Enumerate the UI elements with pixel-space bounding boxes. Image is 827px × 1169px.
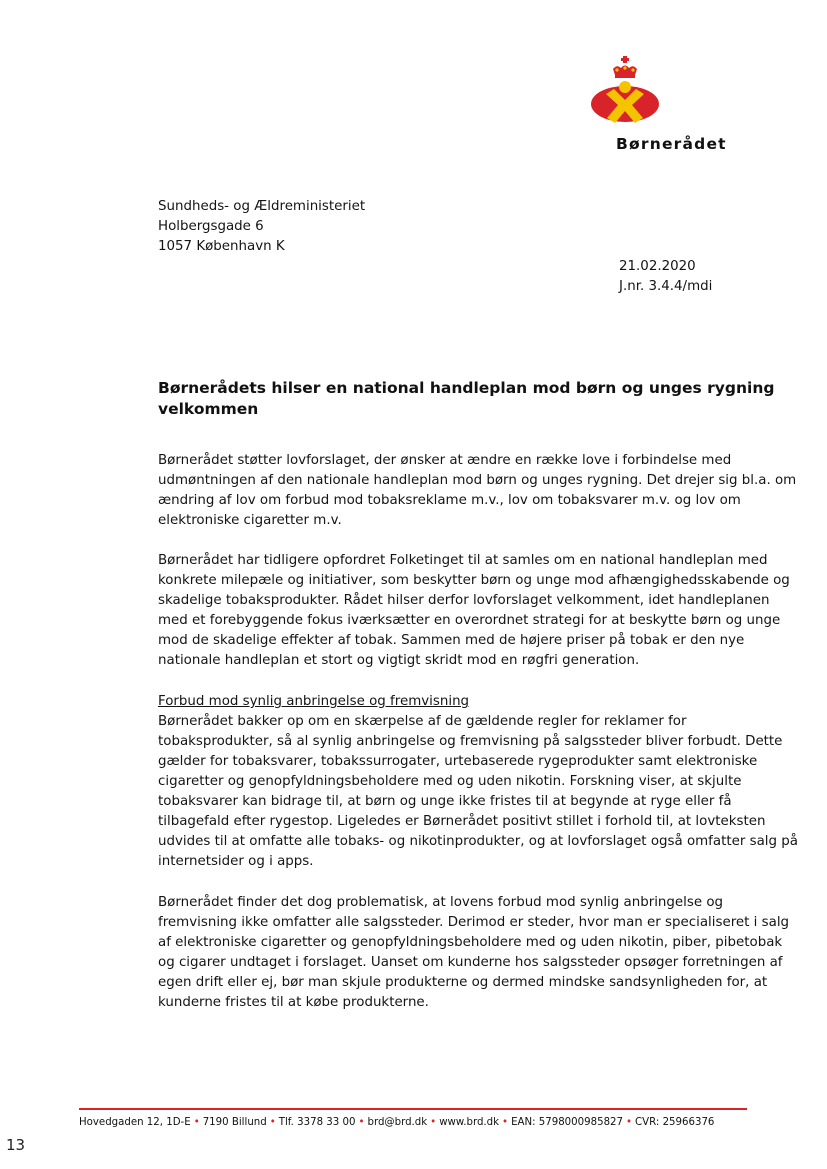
footer-cvr: CVR: 25966376 [635,1117,715,1128]
letter-title [158,378,774,420]
text-line: tilbagefald efter rygestop. Ligeledes er Børnerådet positivt stillet i forhold til, at lovteksten [158,814,766,829]
text-line: konkrete milepæle og initiativer, som beskytter børn og unge mod afhængighedsskabende og [158,573,790,588]
text-line: skadelige tobaksprodukter. Rådet hilser derfor lovforslaget velkomment, idet handleplanen [158,593,770,608]
text-line: nationale handleplan et stort og vigtigt skridt mod en røgfri generation. [158,653,640,668]
footer-separator: • [502,1117,509,1128]
text-line: med et forebyggende fokus iværksætter en overordnet strategi for at beskytte børn og unge [158,613,781,628]
text-line: gælder for tobaksvarer, tobakssurrogater, urtebaserede rygeprodukter samt elektroniske [158,754,758,769]
text-line: egen drift eller ej, bør man skjule produkterne og dermed mindske sandsynligheden for, at [158,975,768,990]
text-line: fremvisning ikke omfatter alle salgssteder. Derimod er steder, hvor man er specialiseret i salg [158,915,790,930]
text-line: ændring af lov om forbud mod tobaksreklame m.v., lov om tobaksvarer m.v. og lov om [158,493,741,508]
footer-contact [79,1116,714,1130]
page-number: 13 [6,1136,26,1154]
text-line: tobaksprodukter, så al synlig anbringelse og fremvisning på salgssteder bliver forbudt. Dette [158,734,783,749]
footer-separator: • [269,1117,276,1128]
paragraph-3 [158,692,798,872]
footer-separator: • [193,1117,200,1128]
text-line: internetsider og i apps. [158,854,314,869]
text-line: cigaretter og genopfyldningsbeholdere med og uden nikotin. Forskning viser, at skjulte [158,774,742,789]
title-line: Børnerådets hilser en national handleplan mod børn og unges rygning [158,379,775,397]
logo-wordmark: Børnerådet [616,135,727,153]
text-line: udmøntningen af den nationale handleplan mod børn og unges rygning. Det drejer sig bl.a. om [158,473,797,488]
title-line: velkommen [158,400,259,418]
text-line: Børnerådet bakker op om en skærpelse af de gældende regler for reklamer for [158,714,687,729]
text-line: Børnerådet har tidligere opfordret Folketinget til at samles om en national handleplan med [158,553,768,568]
text-line: elektroniske cigaretter m.v. [158,513,342,528]
text-line: mod de skadelige effekter af tobak. Sammen med de højere priser på tobak er den nye [158,633,745,648]
footer-rule [79,1108,747,1110]
letter-reference: J.nr. 3.4.4/mdi [619,279,713,294]
address-line: 1057 København K [158,239,285,254]
text-line: tobaksvarer kan bidrage til, at børn og unge ikke fristes til at begynde at ryge eller få [158,794,732,809]
footer-separator: • [358,1117,365,1128]
paragraph-4 [158,893,789,1013]
text-line: og cigarer undtaget i forslaget. Uanset om kunderne hos salgssteder opsøger forretningen af [158,955,783,970]
address-line: Holbergsgade 6 [158,219,264,234]
footer-separator: • [430,1117,437,1128]
text-line: Børnerådet finder det dog problematisk, at lovens forbud mod synlig anbringelse og [158,895,724,910]
footer-email[interactable]: brd@brd.dk [367,1117,428,1128]
recipient-address [158,197,365,257]
address-line: Sundheds- og Ældreministeriet [158,199,366,214]
footer-ean: EAN: 5798000985827 [511,1117,624,1128]
paragraph-1 [158,451,796,531]
text-line: Børnerådet støtter lovforslaget, der ønsker at ændre en række love i forbindelse med [158,453,732,468]
text-line: kunderne fristes til at købe produkterne. [158,995,429,1010]
section-heading: Forbud mod synlig anbringelse og fremvisning [158,694,470,709]
footer-separator: • [626,1117,633,1128]
footer-phone: Tlf. 3378 33 00 [278,1117,356,1128]
borneradet-logo-icon [587,56,663,126]
footer-city: 7190 Billund [202,1117,267,1128]
text-line: udvides til at omfatte alle tobaks- og nikotinprodukter, og at lovforslaget også omfatter salg på [158,834,798,849]
text-line: af elektroniske cigaretter og genopfyldningsbeholdere med og uden nikotin, piber, pibetobak [158,935,783,950]
footer-website[interactable]: www.brd.dk [439,1117,500,1128]
footer-address: Hovedgaden 12, 1D-E [79,1117,191,1128]
letter-meta [619,257,712,297]
letter-date: 21.02.2020 [619,259,696,274]
paragraph-2 [158,551,790,671]
